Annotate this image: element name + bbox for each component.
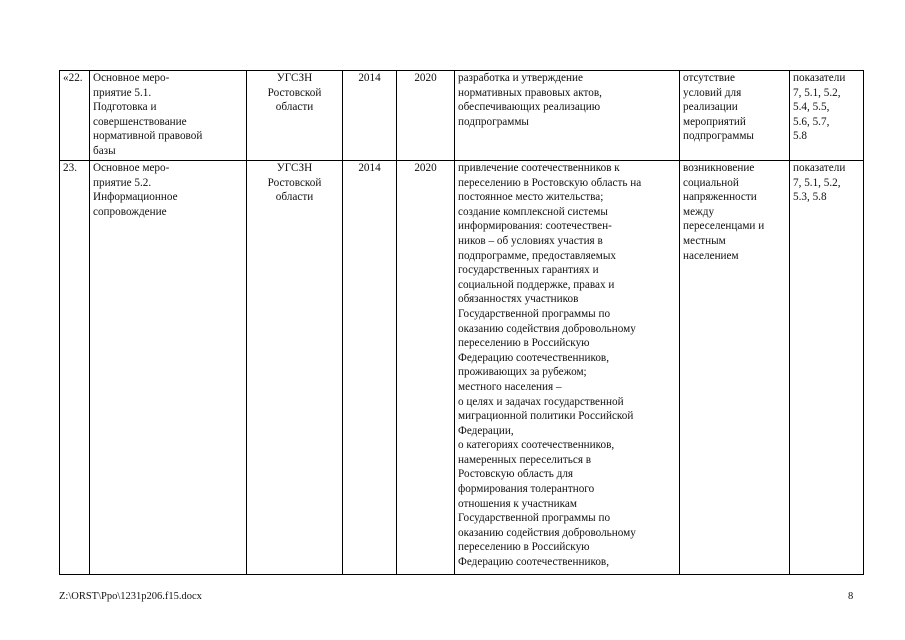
text-line: мероприятий xyxy=(683,115,746,128)
cell-end-year: 2020 xyxy=(397,71,455,161)
cell-measure-name xyxy=(90,71,247,161)
table-row xyxy=(60,71,864,161)
text-line: Федерации, xyxy=(458,424,514,437)
text-line: постоянное место жительства; xyxy=(458,191,604,204)
text-line: УГСЗН xyxy=(276,162,313,174)
text-line: Ростовской xyxy=(267,176,322,189)
text-line: обеспечивающих реализацию xyxy=(458,101,601,114)
text-line: оказанию содействия добровольному xyxy=(458,322,636,335)
text-line: переселению в Российскую xyxy=(458,541,590,554)
cell-consequence xyxy=(680,71,790,161)
text-line: Информационное xyxy=(93,191,178,204)
cell-number: «22. xyxy=(60,71,90,161)
text-line: 5.4, 5.5, xyxy=(793,101,830,114)
text-line: между xyxy=(683,205,715,218)
cell-start-year: 2014 xyxy=(343,161,397,575)
text-line: Государственной программы по xyxy=(458,307,611,320)
table-row xyxy=(60,161,864,575)
text-line: подпрограммы xyxy=(683,130,754,143)
text-line: 7, 5.1, 5.2, xyxy=(793,176,841,189)
text-line: области xyxy=(275,101,314,114)
cell-indicators xyxy=(790,71,864,161)
text-line: переселенцами и xyxy=(683,220,765,233)
text-line: Государственной программы по xyxy=(458,512,611,525)
text-line: местного населения – xyxy=(458,380,562,393)
text-line: Федерацию соотечественников, xyxy=(458,351,609,364)
text-line: Ростовской xyxy=(267,86,322,99)
cell-consequence xyxy=(680,161,790,575)
text-line: Основное меро- xyxy=(93,72,170,84)
text-line: отсутствие xyxy=(683,72,735,84)
text-line: области xyxy=(275,191,314,204)
text-line: информирования: соотечествен- xyxy=(458,220,612,233)
cell-start-year: 2014 xyxy=(343,71,397,161)
text-line: условий для xyxy=(683,86,742,99)
text-line: УГСЗН xyxy=(276,72,313,84)
footer-page-number: 8 xyxy=(848,591,854,602)
text-line: формирования толерантного xyxy=(458,483,595,496)
cell-indicators xyxy=(790,161,864,575)
text-line: напряженности xyxy=(683,191,757,204)
text-line: подпрограмме, предоставляемых xyxy=(458,249,616,262)
text-line: местным xyxy=(683,234,726,247)
text-line: о категориях соотечественников, xyxy=(458,439,615,452)
text-line: отношения к участникам xyxy=(458,497,577,510)
text-line: нормативной правовой xyxy=(93,130,203,143)
text-line: 7, 5.1, 5.2, xyxy=(793,86,841,99)
text-line: привлечение соотечественников к xyxy=(458,162,620,174)
text-line: приятие 5.1. xyxy=(93,86,152,99)
text-line: Ростовскую область для xyxy=(458,468,574,481)
text-line: намеренных переселиться в xyxy=(458,453,592,466)
text-line: переселению в Российскую xyxy=(458,337,590,350)
text-line: Федерацию соотечественников, xyxy=(458,556,609,569)
text-line: совершенствование xyxy=(93,115,187,128)
text-line: 5.3, 5.8 xyxy=(793,191,827,204)
text-line: населением xyxy=(683,249,739,262)
text-line: разработка и утверждение xyxy=(458,72,583,84)
text-line: миграционной политики Российской xyxy=(458,410,634,423)
footer-file-path: Z:\ORST\Ppo\1231p206.f15.docx xyxy=(59,591,202,602)
text-line: показатели xyxy=(793,72,846,84)
text-line: переселению в Ростовскую область на xyxy=(458,176,642,189)
table-body xyxy=(60,71,864,575)
text-line: оказанию содействия добровольному xyxy=(458,526,636,539)
text-line: показатели xyxy=(793,162,846,174)
text-line: социальной поддержке, правах и xyxy=(458,278,615,291)
text-line: 5.8 xyxy=(793,130,807,143)
cell-executor xyxy=(247,161,343,575)
cell-expected-result xyxy=(455,71,680,161)
cell-measure-name xyxy=(90,161,247,575)
text-line: 5.6, 5.7, xyxy=(793,115,830,128)
text-line: Подготовка и xyxy=(93,101,157,114)
cell-end-year: 2020 xyxy=(397,161,455,575)
cell-executor xyxy=(247,71,343,161)
text-line: базы xyxy=(93,144,116,157)
text-line: ников – об условиях участия в xyxy=(458,234,603,247)
text-line: возникновение xyxy=(683,162,755,174)
cell-number: 23. xyxy=(60,161,90,575)
text-line: реализации xyxy=(683,101,738,114)
text-line: государственных гарантиях и xyxy=(458,264,599,277)
cell-expected-result xyxy=(455,161,680,575)
text-line: подпрограммы xyxy=(458,115,529,128)
text-line: социальной xyxy=(683,176,739,189)
measures-table xyxy=(59,70,864,575)
text-line: создание комплексной системы xyxy=(458,205,608,218)
text-line: обязанностях участников xyxy=(458,293,579,306)
text-line: нормативных правовых актов, xyxy=(458,86,602,99)
text-line: о целях и задачах государственной xyxy=(458,395,624,408)
text-line: проживающих за рубежом; xyxy=(458,366,587,379)
text-line: приятие 5.2. xyxy=(93,176,152,189)
text-line: сопровождение xyxy=(93,205,167,218)
text-line: Основное меро- xyxy=(93,162,170,174)
